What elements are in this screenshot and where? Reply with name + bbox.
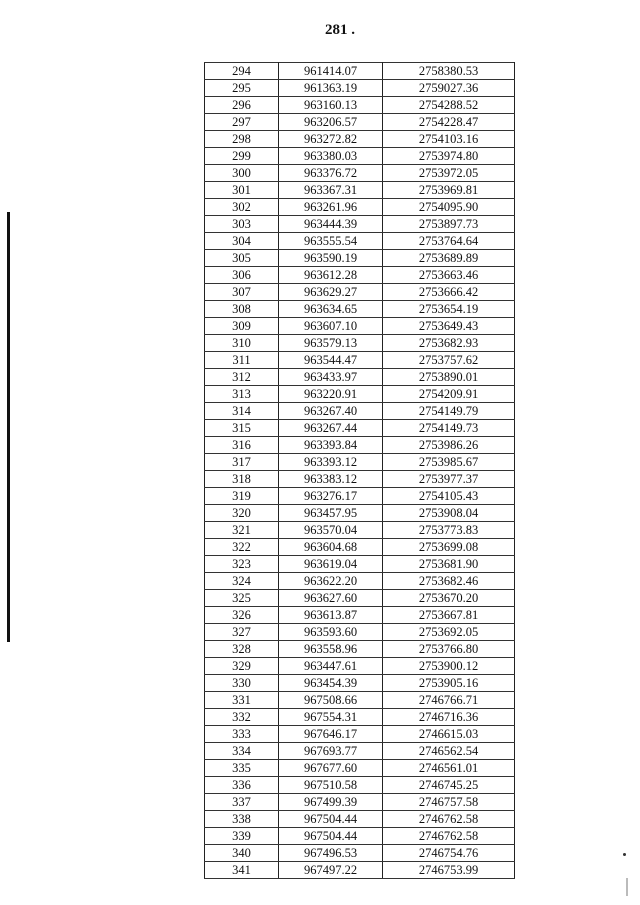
page-number: 281 .	[325, 22, 355, 38]
x-coordinate-cell: 963272.82	[279, 131, 383, 148]
x-coordinate-cell: 961363.19	[279, 80, 383, 97]
table-row	[205, 335, 515, 352]
y-coordinate-cell: 2753897.73	[383, 216, 515, 233]
table-row	[205, 845, 515, 862]
point-number-cell: 341	[205, 862, 279, 879]
y-coordinate-cell: 2753682.46	[383, 573, 515, 590]
point-number-cell: 311	[205, 352, 279, 369]
y-coordinate-cell: 2753977.37	[383, 471, 515, 488]
table-row	[205, 709, 515, 726]
x-coordinate-cell: 961414.07	[279, 63, 383, 80]
table-row	[205, 488, 515, 505]
table-row	[205, 777, 515, 794]
point-number-cell: 324	[205, 573, 279, 590]
table-row	[205, 760, 515, 777]
table-row	[205, 386, 515, 403]
x-coordinate-cell: 963206.57	[279, 114, 383, 131]
x-coordinate-cell: 963604.68	[279, 539, 383, 556]
table-row	[205, 182, 515, 199]
point-number-cell: 327	[205, 624, 279, 641]
y-coordinate-cell: 2753654.19	[383, 301, 515, 318]
point-number-cell: 332	[205, 709, 279, 726]
point-number-cell: 307	[205, 284, 279, 301]
x-coordinate-cell: 963570.04	[279, 522, 383, 539]
table-row	[205, 471, 515, 488]
scan-dot-mark	[623, 853, 626, 856]
table-row	[205, 352, 515, 369]
y-coordinate-cell: 2746745.25	[383, 777, 515, 794]
point-number-cell: 325	[205, 590, 279, 607]
point-number-cell: 339	[205, 828, 279, 845]
y-coordinate-cell: 2753682.93	[383, 335, 515, 352]
table-row	[205, 556, 515, 573]
point-number-cell: 335	[205, 760, 279, 777]
x-coordinate-cell: 963433.97	[279, 369, 383, 386]
point-number-cell: 321	[205, 522, 279, 539]
y-coordinate-cell: 2753666.42	[383, 284, 515, 301]
x-coordinate-cell: 963590.19	[279, 250, 383, 267]
point-number-cell: 338	[205, 811, 279, 828]
table-row	[205, 80, 515, 97]
table-row	[205, 233, 515, 250]
x-coordinate-cell: 967508.66	[279, 692, 383, 709]
table-row	[205, 590, 515, 607]
y-coordinate-cell: 2746762.58	[383, 811, 515, 828]
table-row	[205, 505, 515, 522]
table-row	[205, 641, 515, 658]
point-number-cell: 300	[205, 165, 279, 182]
point-number-cell: 336	[205, 777, 279, 794]
point-number-cell: 296	[205, 97, 279, 114]
y-coordinate-cell: 2746766.71	[383, 692, 515, 709]
point-number-cell: 331	[205, 692, 279, 709]
table-row	[205, 811, 515, 828]
coordinates-table	[204, 62, 515, 879]
x-coordinate-cell: 963267.44	[279, 420, 383, 437]
table-row	[205, 522, 515, 539]
point-number-cell: 316	[205, 437, 279, 454]
y-coordinate-cell: 2753699.08	[383, 539, 515, 556]
x-coordinate-cell: 967693.77	[279, 743, 383, 760]
y-coordinate-cell: 2754095.90	[383, 199, 515, 216]
y-coordinate-cell: 2753681.90	[383, 556, 515, 573]
point-number-cell: 318	[205, 471, 279, 488]
scan-edge-mark-right	[626, 878, 628, 896]
point-number-cell: 340	[205, 845, 279, 862]
table-row	[205, 284, 515, 301]
y-coordinate-cell: 2753773.83	[383, 522, 515, 539]
y-coordinate-cell: 2753969.81	[383, 182, 515, 199]
point-number-cell: 305	[205, 250, 279, 267]
point-number-cell: 313	[205, 386, 279, 403]
table-row	[205, 420, 515, 437]
x-coordinate-cell: 963393.12	[279, 454, 383, 471]
table-row	[205, 250, 515, 267]
x-coordinate-cell: 963267.40	[279, 403, 383, 420]
table-row	[205, 216, 515, 233]
point-number-cell: 337	[205, 794, 279, 811]
y-coordinate-cell: 2753985.67	[383, 454, 515, 471]
y-coordinate-cell: 2753667.81	[383, 607, 515, 624]
table-row	[205, 199, 515, 216]
point-number-cell: 312	[205, 369, 279, 386]
table-row	[205, 437, 515, 454]
point-number-cell: 309	[205, 318, 279, 335]
table-row	[205, 607, 515, 624]
y-coordinate-cell: 2746757.58	[383, 794, 515, 811]
x-coordinate-cell: 967554.31	[279, 709, 383, 726]
x-coordinate-cell: 963276.17	[279, 488, 383, 505]
y-coordinate-cell: 2753766.80	[383, 641, 515, 658]
y-coordinate-cell: 2753649.43	[383, 318, 515, 335]
y-coordinate-cell: 2753974.80	[383, 148, 515, 165]
y-coordinate-cell: 2753764.64	[383, 233, 515, 250]
y-coordinate-cell: 2754105.43	[383, 488, 515, 505]
x-coordinate-cell: 963579.13	[279, 335, 383, 352]
y-coordinate-cell: 2753692.05	[383, 624, 515, 641]
x-coordinate-cell: 963447.61	[279, 658, 383, 675]
point-number-cell: 330	[205, 675, 279, 692]
x-coordinate-cell: 963544.47	[279, 352, 383, 369]
x-coordinate-cell: 963367.31	[279, 182, 383, 199]
point-number-cell: 329	[205, 658, 279, 675]
point-number-cell: 333	[205, 726, 279, 743]
x-coordinate-cell: 963612.28	[279, 267, 383, 284]
point-number-cell: 302	[205, 199, 279, 216]
table-row	[205, 624, 515, 641]
point-number-cell: 310	[205, 335, 279, 352]
table-row	[205, 369, 515, 386]
y-coordinate-cell: 2754288.52	[383, 97, 515, 114]
x-coordinate-cell: 967504.44	[279, 811, 383, 828]
table-row	[205, 267, 515, 284]
x-coordinate-cell: 963444.39	[279, 216, 383, 233]
x-coordinate-cell: 967496.53	[279, 845, 383, 862]
point-number-cell: 326	[205, 607, 279, 624]
x-coordinate-cell: 963220.91	[279, 386, 383, 403]
point-number-cell: 295	[205, 80, 279, 97]
y-coordinate-cell: 2753757.62	[383, 352, 515, 369]
x-coordinate-cell: 963380.03	[279, 148, 383, 165]
point-number-cell: 314	[205, 403, 279, 420]
y-coordinate-cell: 2754149.79	[383, 403, 515, 420]
x-coordinate-cell: 963619.04	[279, 556, 383, 573]
point-number-cell: 301	[205, 182, 279, 199]
y-coordinate-cell: 2753663.46	[383, 267, 515, 284]
table-row	[205, 63, 515, 80]
scan-edge-mark	[7, 212, 10, 642]
y-coordinate-cell: 2753972.05	[383, 165, 515, 182]
x-coordinate-cell: 967677.60	[279, 760, 383, 777]
point-number-cell: 294	[205, 63, 279, 80]
coordinates-table-body	[205, 63, 515, 879]
x-coordinate-cell: 967646.17	[279, 726, 383, 743]
point-number-cell: 323	[205, 556, 279, 573]
y-coordinate-cell: 2746753.99	[383, 862, 515, 879]
table-row	[205, 794, 515, 811]
x-coordinate-cell: 963613.87	[279, 607, 383, 624]
table-row	[205, 573, 515, 590]
table-row	[205, 454, 515, 471]
y-coordinate-cell: 2754149.73	[383, 420, 515, 437]
y-coordinate-cell: 2758380.53	[383, 63, 515, 80]
y-coordinate-cell: 2746716.36	[383, 709, 515, 726]
x-coordinate-cell: 963457.95	[279, 505, 383, 522]
x-coordinate-cell: 963593.60	[279, 624, 383, 641]
table-row	[205, 828, 515, 845]
point-number-cell: 320	[205, 505, 279, 522]
y-coordinate-cell: 2746562.54	[383, 743, 515, 760]
point-number-cell: 297	[205, 114, 279, 131]
point-number-cell: 334	[205, 743, 279, 760]
y-coordinate-cell: 2746615.03	[383, 726, 515, 743]
table-row	[205, 165, 515, 182]
x-coordinate-cell: 967499.39	[279, 794, 383, 811]
y-coordinate-cell: 2753986.26	[383, 437, 515, 454]
x-coordinate-cell: 963393.84	[279, 437, 383, 454]
x-coordinate-cell: 963627.60	[279, 590, 383, 607]
x-coordinate-cell: 963160.13	[279, 97, 383, 114]
table-row	[205, 97, 515, 114]
table-row	[205, 726, 515, 743]
y-coordinate-cell: 2753905.16	[383, 675, 515, 692]
point-number-cell: 306	[205, 267, 279, 284]
x-coordinate-cell: 963607.10	[279, 318, 383, 335]
x-coordinate-cell: 967497.22	[279, 862, 383, 879]
table-row	[205, 403, 515, 420]
table-row	[205, 692, 515, 709]
table-row	[205, 148, 515, 165]
point-number-cell: 299	[205, 148, 279, 165]
y-coordinate-cell: 2746754.76	[383, 845, 515, 862]
x-coordinate-cell: 963634.65	[279, 301, 383, 318]
table-row	[205, 658, 515, 675]
y-coordinate-cell: 2746561.01	[383, 760, 515, 777]
table-row	[205, 862, 515, 879]
point-number-cell: 322	[205, 539, 279, 556]
x-coordinate-cell: 967510.58	[279, 777, 383, 794]
point-number-cell: 303	[205, 216, 279, 233]
point-number-cell: 328	[205, 641, 279, 658]
y-coordinate-cell: 2754209.91	[383, 386, 515, 403]
y-coordinate-cell: 2753908.04	[383, 505, 515, 522]
x-coordinate-cell: 963383.12	[279, 471, 383, 488]
table-row	[205, 131, 515, 148]
y-coordinate-cell: 2746762.58	[383, 828, 515, 845]
table-row	[205, 539, 515, 556]
y-coordinate-cell: 2754103.16	[383, 131, 515, 148]
x-coordinate-cell: 963454.39	[279, 675, 383, 692]
y-coordinate-cell: 2754228.47	[383, 114, 515, 131]
point-number-cell: 304	[205, 233, 279, 250]
table-row	[205, 301, 515, 318]
x-coordinate-cell: 963629.27	[279, 284, 383, 301]
x-coordinate-cell: 967504.44	[279, 828, 383, 845]
point-number-cell: 315	[205, 420, 279, 437]
y-coordinate-cell: 2759027.36	[383, 80, 515, 97]
table-row	[205, 114, 515, 131]
x-coordinate-cell: 963261.96	[279, 199, 383, 216]
x-coordinate-cell: 963558.96	[279, 641, 383, 658]
point-number-cell: 298	[205, 131, 279, 148]
x-coordinate-cell: 963555.54	[279, 233, 383, 250]
point-number-cell: 308	[205, 301, 279, 318]
y-coordinate-cell: 2753670.20	[383, 590, 515, 607]
table-row	[205, 675, 515, 692]
point-number-cell: 317	[205, 454, 279, 471]
y-coordinate-cell: 2753890.01	[383, 369, 515, 386]
x-coordinate-cell: 963376.72	[279, 165, 383, 182]
point-number-cell: 319	[205, 488, 279, 505]
table-row	[205, 743, 515, 760]
table-row	[205, 318, 515, 335]
x-coordinate-cell: 963622.20	[279, 573, 383, 590]
y-coordinate-cell: 2753900.12	[383, 658, 515, 675]
y-coordinate-cell: 2753689.89	[383, 250, 515, 267]
